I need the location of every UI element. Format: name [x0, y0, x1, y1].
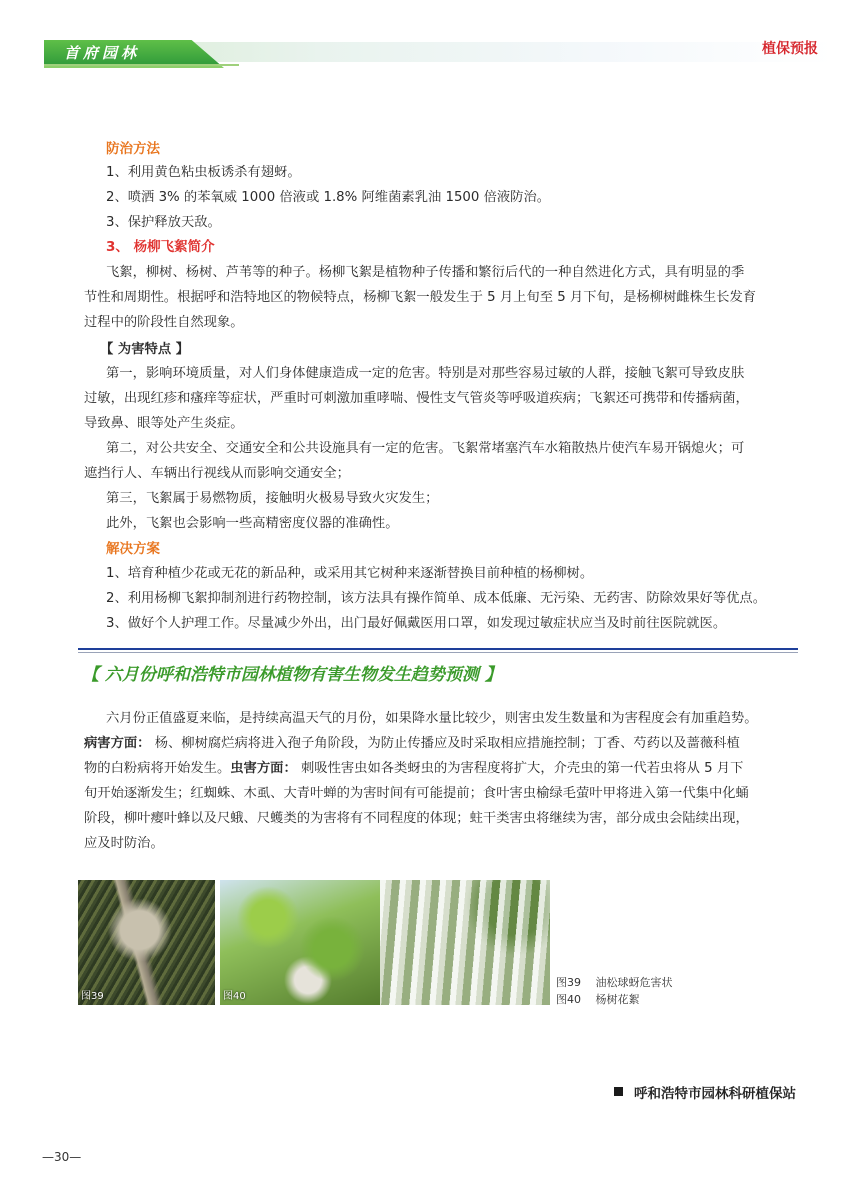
forecast-line: 六月份正值盛夏来临，是持续高温天气的月份，如果降水量比较少，则害虫发生数量和为害程度会有加重趋势。 — [106, 711, 758, 726]
catkin-intro-line: 节性和周期性。根据呼和浩特地区的物候特点，杨柳飞絮一般发生于 5 月上旬至 5 月下旬，是杨柳树雌株生长发育 — [84, 290, 757, 305]
catkin-heading: 3、 杨柳飞絮简介 — [106, 239, 215, 255]
section-title: 植保预报 — [762, 41, 818, 57]
harm-line: 导致鼻、眼等处产生炎症。 — [84, 416, 244, 431]
forecast-line-pest — [84, 757, 743, 781]
page-number: —30— — [42, 1150, 82, 1164]
disease-text: 杨、柳树腐烂病将进入孢子角阶段，为防止传播应及时采取相应措施控制；丁香、芍药以及蔷薇科植 — [150, 736, 740, 751]
solution-item: 2、利用杨柳飞絮抑制剂进行药物控制，该方法具有操作简单、成本低廉、无污染、无药害、防除效果好等优点。 — [106, 591, 767, 606]
figure-caption: 图40 杨树花絮 — [556, 993, 640, 1006]
prevention-heading: 防治方法 — [106, 141, 160, 157]
poplar-catkin-photo — [220, 880, 380, 1005]
solution-item: 3、做好个人护理工作。尽量减少外出，出门最好佩戴医用口罩，如发现过敏症状应当及时前往医院就医。 — [106, 616, 727, 631]
harm-line: 遮挡行人、车辆出行视线从而影响交通安全； — [84, 466, 350, 481]
magazine-title: 首府园林 — [64, 44, 141, 62]
harm-line: 过敏，出现红疹和瘙痒等症状，严重时可刺激加重哮喘、慢性支气管炎等呼吸道疾病；飞絮还可携带和传播病菌， — [84, 391, 749, 406]
harm-heading: 【 为害特点 】 — [100, 342, 190, 357]
harm-line: 第一，影响环境质量，对人们身体健康造成一定的危害。特别是对那些容易过敏的人群，接触飞絮可导致皮肤 — [106, 366, 745, 381]
photo-label: 图39 — [81, 991, 104, 1002]
prevention-item: 2、喷洒 3% 的苯氧威 1000 倍液或 1.8% 阿维菌素乳油 1500 倍液防治。 — [106, 190, 551, 205]
poplar-catkin-closeup-photo — [380, 880, 550, 1005]
disease-text-end: 物的白粉病将开始发生。 — [84, 761, 231, 776]
catkin-intro-line: 飞絮，柳树、杨树、芦苇等的种子。杨柳飞絮是植物种子传播和繁衍后代的一种自然进化方式，具有明显的季 — [106, 265, 745, 280]
forecast-line: 应及时防治。 — [84, 836, 164, 851]
prevention-item: 1、利用黄色粘虫板诱杀有翅蚜。 — [106, 165, 301, 180]
catkin-intro-line: 过程中的阶段性自然现象。 — [84, 315, 244, 330]
forecast-line: 阶段，柳叶瘿叶蜂以及尺蛾、尺蠖类的为害将有不同程度的体现；蛀干类害虫将继续为害，部分成虫会陆续出现， — [84, 811, 749, 826]
footer-organization: 呼和浩特市园林科研植保站 — [634, 1086, 796, 1102]
solution-heading: 解决方案 — [106, 541, 160, 557]
pine-aphid-photo — [78, 880, 215, 1005]
section-divider-thin — [78, 652, 798, 653]
footer-square-icon — [614, 1087, 623, 1096]
solution-item: 1、培育种植少花或无花的新品种，或采用其它树种来逐渐替换目前种植的杨柳树。 — [106, 566, 594, 581]
forecast-line-disease — [84, 732, 740, 756]
disease-label: 病害方面： — [84, 736, 151, 751]
prevention-item: 3、保护释放天敌。 — [106, 215, 221, 230]
header-tab-underline — [44, 64, 239, 66]
figure-caption: 图39 油松球蚜危害状 — [556, 976, 673, 989]
pest-text: 刺吸性害虫如各类蚜虫的为害程度将扩大，介壳虫的第一代若虫将从 5 月下 — [296, 761, 744, 776]
harm-line: 第二，对公共安全、交通安全和公共设施具有一定的危害。飞絮常堵塞汽车水箱散热片使汽车易开锅熄火；可 — [106, 441, 745, 456]
section-divider — [78, 648, 798, 650]
harm-line: 第三，飞絮属于易燃物质，接触明火极易导致火灾发生； — [106, 491, 439, 506]
forecast-line: 旬开始逐渐发生；红蜘蛛、木虱、大青叶蝉的为害时间有可能提前；食叶害虫榆绿毛萤叶甲将进入第一代集中化蛹 — [84, 786, 749, 801]
harm-line: 此外，飞絮也会影响一些高精密度仪器的准确性。 — [106, 516, 399, 531]
forecast-title: 【 六月份呼和浩特市园林植物有害生物发生趋势预测 】 — [82, 665, 502, 685]
photo-label: 图40 — [223, 991, 246, 1002]
pest-label: 虫害方面： — [230, 761, 297, 776]
